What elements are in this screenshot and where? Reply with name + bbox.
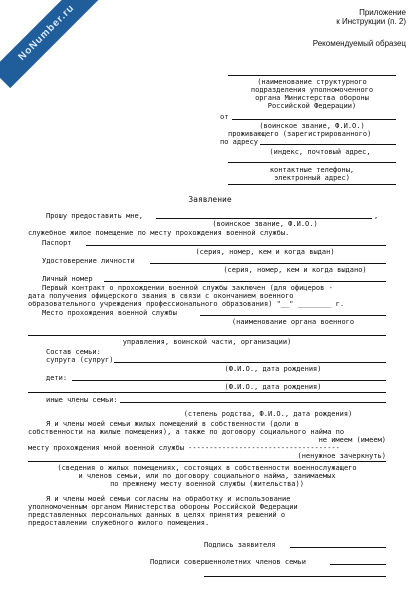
org-note-2: подразделения уполномоченного	[250, 86, 374, 94]
request-label: Прошу предоставить мне,	[46, 212, 143, 220]
consent-4: предоставлении служебного жилого помещения.	[28, 519, 210, 527]
watermark-logo	[0, 0, 102, 88]
applicant-signature-label: Подпись заявителя	[204, 541, 276, 549]
spouse-note: (Ф.И.О., дата рождения)	[224, 365, 322, 373]
info-line	[28, 461, 386, 462]
other-line	[120, 402, 386, 403]
org-note-4: Российской Федерации)	[267, 102, 357, 110]
id-note: (серия, номер, кем и когда выдано)	[223, 266, 367, 274]
info-note-3: по прежнему месту военной службы (жительства))	[110, 480, 304, 488]
index-note: (индекс, почтовый адрес,	[269, 148, 371, 156]
owned-text-4: месту прохождения мной военной службы ------------------------------------	[28, 444, 340, 452]
owned-text-3: не имеем (имеем)	[318, 436, 386, 444]
children-line-2	[28, 392, 386, 393]
phones-line	[228, 162, 396, 163]
org-note-1: (наименование структурного	[257, 78, 367, 86]
contract-text-2: дата получения офицерского звания в связи с окончанием военного	[28, 292, 294, 300]
sample-label: Рекомендуемый образец	[312, 39, 406, 48]
children-line	[72, 380, 386, 381]
rank-note: (воинское звание, Ф.И.О.)	[259, 122, 365, 130]
children-note: (Ф.И.О., дата рождения)	[224, 383, 322, 391]
personal-number-line	[104, 281, 386, 282]
personal-number-label: Личный номер	[42, 275, 93, 283]
id-line	[150, 263, 386, 264]
spouse-line	[114, 362, 386, 363]
info-note-1: (сведения о жилых помещениях, состоящих в собственности военнослужащего	[57, 464, 357, 472]
owned-text-2: собственности на жилые помещения), а также по договору социального найма по	[28, 428, 345, 436]
contract-text-3: образовательного учреждения профессионального образования) "__" ________ г.	[28, 300, 345, 308]
email-line	[228, 184, 396, 185]
applicant-signature-line	[290, 547, 386, 548]
other-note: (степень родства, Ф.И.О., дата рождения)	[183, 410, 353, 418]
org-line	[228, 75, 396, 76]
service-org-note: (наименование органа военного	[231, 318, 355, 326]
consent-2: уполномоченным органом Министерства обороны Российской Федерации	[28, 503, 298, 511]
passport-note: (серия, номер, кем и когда выдан)	[195, 248, 335, 256]
appendix-label: Приложение	[359, 8, 406, 17]
from-line	[232, 119, 396, 120]
info-note-2: и членов семьи, или по договору социального найма, занимаемых	[78, 472, 336, 480]
passport-label: Паспорт	[42, 239, 72, 247]
owned-note: (ненужное зачеркнуть)	[297, 452, 386, 460]
adults-signature-line	[330, 564, 386, 565]
adults-signature-line-2	[204, 576, 386, 577]
adults-signature-label: Подписи совершеннолетних членов семьи	[150, 558, 306, 566]
service-org-note-2: управления, воинской части, организации)	[122, 338, 292, 346]
phones-note-1: контактные телефоны,	[269, 166, 355, 174]
request-line	[156, 218, 372, 219]
family-label: Состав семьи:	[46, 348, 101, 356]
instruction-ref: к Инструкции (п. 2)	[336, 17, 406, 26]
org-note-3: органа Министерства обороны	[255, 94, 369, 102]
address-label: по адресу	[220, 138, 258, 146]
consent-1: Я и члены моей семьи согласны на обработку и использование	[46, 495, 291, 503]
housing-text: служебное жилое помещение по месту прохождения военной службы.	[28, 229, 290, 237]
phones-note-2: электронный адрес)	[274, 174, 350, 182]
from-label: от	[220, 113, 229, 121]
children-label: дети:	[46, 374, 68, 382]
living-note: проживающего (зарегистрированного)	[228, 130, 372, 138]
request-comma: ,	[374, 212, 379, 220]
consent-3: представленных персональных данных в целях принятия решений о	[28, 511, 286, 519]
owned-text-1: Я и члены моей семьи жилых помещений в собственности (доли в	[46, 420, 299, 428]
watermark-text: NoNumber.ru	[16, 2, 77, 63]
id-label: Удостоверение личности	[42, 257, 135, 265]
service-place-line	[200, 315, 386, 316]
other-label: иные члены семьи:	[46, 396, 118, 404]
document-title: Заявление	[188, 195, 232, 204]
passport-line	[86, 245, 386, 246]
spouse-label: супруга (супруг)	[46, 356, 114, 364]
contract-text-1: Первый контракт о прохождении военной службы заключен (для офицеров -	[42, 284, 333, 292]
address-line	[260, 144, 396, 145]
rank-fio-note: (воинское звание, Ф.И.О.)	[212, 220, 318, 228]
service-place-label: Место прохождения военной службы	[42, 309, 177, 317]
service-place-line-2	[28, 335, 386, 336]
